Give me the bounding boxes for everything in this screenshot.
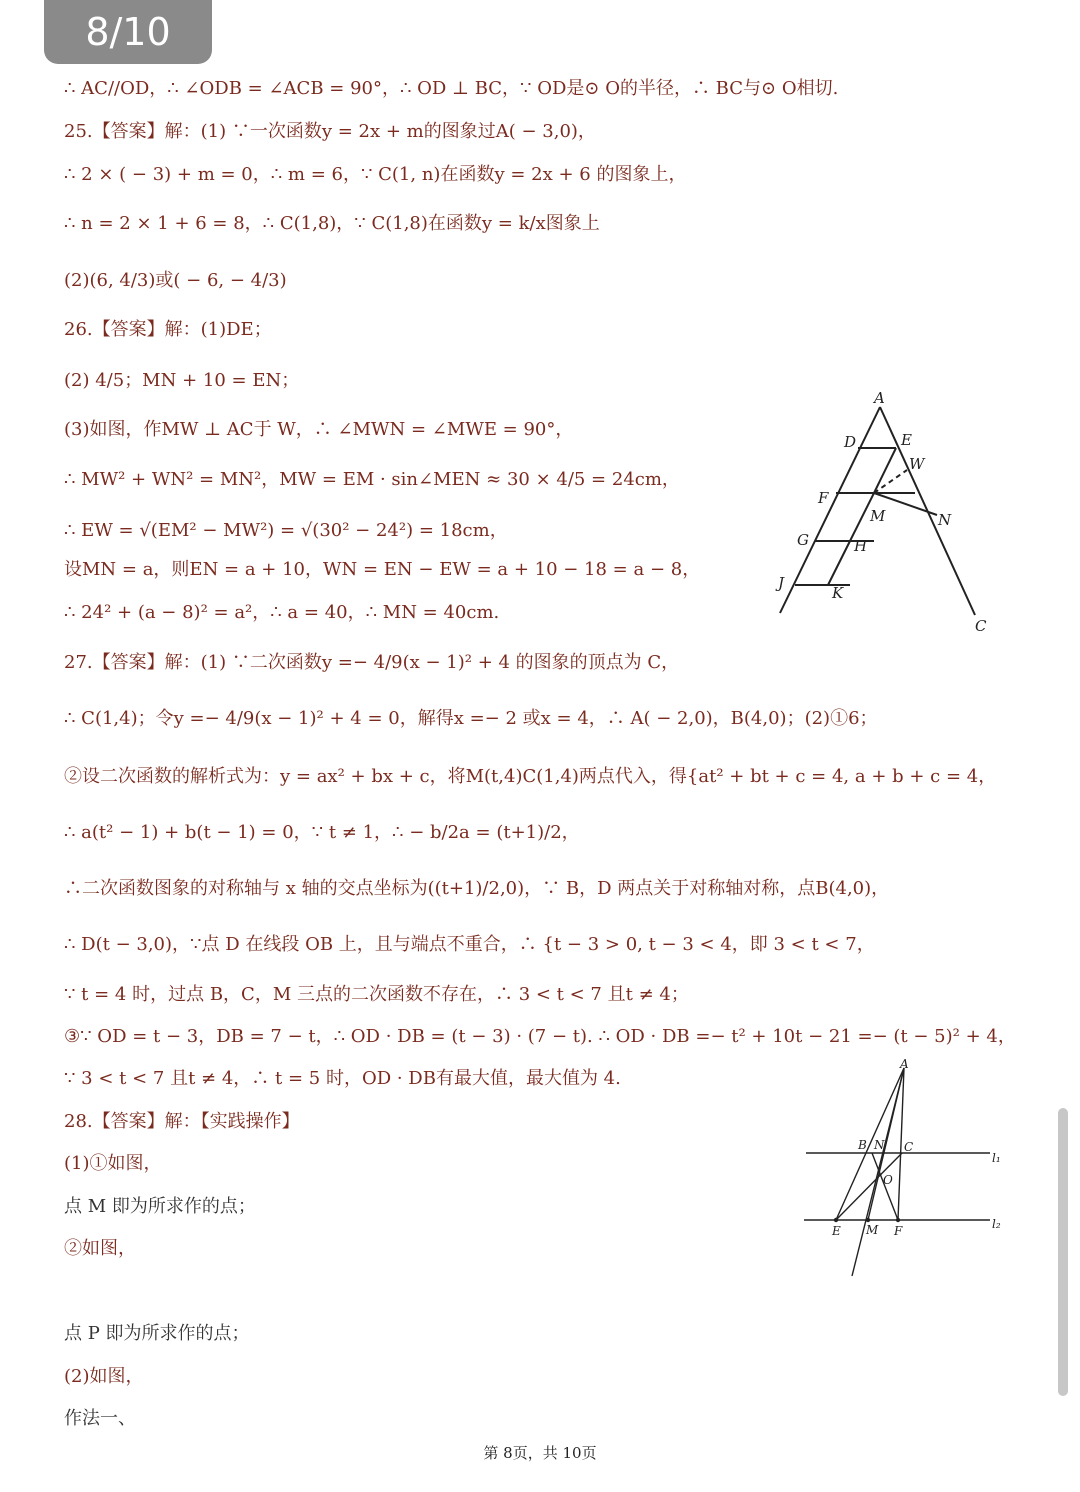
geometry-figure-ladder xyxy=(770,385,1000,640)
label-o: O xyxy=(883,1173,893,1187)
text-line: ∴二次函数图象的对称轴与 x 轴的交点坐标为((t+1)/2,0)，∵ B，D 两点关于对称轴对称，点B(4,0)， xyxy=(64,878,890,899)
label-w: W xyxy=(909,455,925,473)
page-footer: 第 8页，共 10页 xyxy=(483,1444,597,1462)
text-line: (3)如图，作MW ⊥ AC于 W，∴ ∠MWN = ∠MWE = 90°， xyxy=(64,419,574,440)
text-line: ∴ D(t − 3,0)，∵点 D 在线段 OB 上，且与端点不重合，∴ {t − 3 > 0, t − 3 < 4，即 3 < t < 7， xyxy=(64,934,875,955)
label-f: F xyxy=(818,489,829,507)
label-f: F xyxy=(894,1224,903,1238)
label-l1: l₁ xyxy=(992,1151,1001,1165)
text-line: (2) 4/5；MN + 10 = EN； xyxy=(64,370,300,391)
label-m: M xyxy=(870,507,886,525)
text-line: ∴ AC//OD，∴ ∠ODB = ∠ACB = 90°，∴ OD ⊥ BC，∵ OD是⊙ O的半径，∴ BC与⊙ O相切. xyxy=(64,78,839,99)
label-a: A xyxy=(874,389,885,407)
label-n: N xyxy=(938,511,952,529)
label-g: G xyxy=(797,531,809,549)
text-line: ∴ MW² + WN² = MN²，MW = EM · sin∠MEN ≈ 30 × 4/5 = 24cm， xyxy=(64,469,680,490)
label-l2: l₂ xyxy=(992,1217,1001,1231)
vertical-scrollbar[interactable] xyxy=(1058,1108,1068,1396)
label-n: N xyxy=(874,1138,885,1152)
text-line: ∵ 3 < t < 7 且t ≠ 4，∴ t = 5 时，OD · DB有最大值，最大值为 4. xyxy=(64,1068,621,1089)
text-line: ③∵ OD = t − 3，DB = 7 − t，∴ OD · DB = (t − 3) · (7 − t). ∴ OD · DB =− t² + 10t − 21 =− (t − 5)² + 4， xyxy=(64,1026,1016,1047)
text-line: 设MN = a，则EN = a + 10，WN = EN − EW = a + 10 − 18 = a − 8， xyxy=(64,559,701,580)
text-line: 27.【答案】解：(1) ∵二次函数y =− 4/9(x − 1)² + 4 的图象的顶点为 C， xyxy=(64,652,680,673)
text-line: 28.【答案】解：【实践操作】 xyxy=(64,1111,300,1132)
label-e: E xyxy=(901,431,912,449)
text-line: 作法一、 xyxy=(64,1408,136,1429)
label-j: J xyxy=(778,574,785,592)
text-line: 点 P 即为所求作的点； xyxy=(64,1323,250,1344)
text-line: ∵ t = 4 时，过点 B，C，M 三点的二次函数不存在，∴ 3 < t < 7 且t ≠ 4； xyxy=(64,984,689,1005)
text-line: 26.【答案】解：(1)DE； xyxy=(64,319,272,340)
text-line: ∴ 24² + (a − 8)² = a²，∴ a = 40，∴ MN = 40cm. xyxy=(64,602,500,623)
label-c: C xyxy=(975,617,987,635)
text-line: ∴ a(t² − 1) + b(t − 1) = 0，∵ t ≠ 1，∴ − b/2a = (t+1)/2， xyxy=(64,822,580,843)
label-d: D xyxy=(844,433,857,451)
label-b: B xyxy=(858,1138,867,1152)
label-m: M xyxy=(866,1223,879,1237)
label-k: K xyxy=(832,584,844,602)
text-line: ∴ C(1,4)；令y =− 4/9(x − 1)² + 4 = 0，解得x =− 2 或x = 4，∴ A( − 2,0)，B(4,0)；(2)①6； xyxy=(64,708,878,729)
text-line: ∴ n = 2 × 1 + 6 = 8，∴ C(1,8)，∵ C(1,8)在函数y = k/x图象上 xyxy=(64,213,600,234)
text-line: 点 M 即为所求作的点； xyxy=(64,1196,256,1217)
label-e: E xyxy=(832,1224,841,1238)
label-c: C xyxy=(904,1140,914,1154)
text-line: (1)①如图， xyxy=(64,1153,162,1174)
page-indicator-badge: 8/10 xyxy=(44,0,212,64)
geometry-figure-parallel-lines xyxy=(800,1058,1015,1283)
text-line: (2)如图， xyxy=(64,1366,144,1387)
text-line: 25.【答案】解：(1) ∵一次函数y = 2x + m的图象过A( − 3,0)， xyxy=(64,121,596,142)
label-a: A xyxy=(900,1058,909,1071)
text-line: ∴ EW = √(EM² − MW²) = √(30² − 24²) = 18cm， xyxy=(64,520,508,541)
text-line: (2)(6, 4/3)或( − 6, − 4/3) xyxy=(64,270,287,291)
text-line: ∴ 2 × ( − 3) + m = 0，∴ m = 6，∵ C(1, n)在函数y = 2x + 6 的图象上， xyxy=(64,164,687,185)
text-line: ②如图， xyxy=(64,1238,136,1259)
text-line: ②设二次函数的解析式为：y = ax² + bx + c，将M(t,4)C(1,4)两点代入，得{at² + bt + c = 4, a + b + c = 4， xyxy=(64,766,997,787)
label-h: H xyxy=(854,537,868,555)
